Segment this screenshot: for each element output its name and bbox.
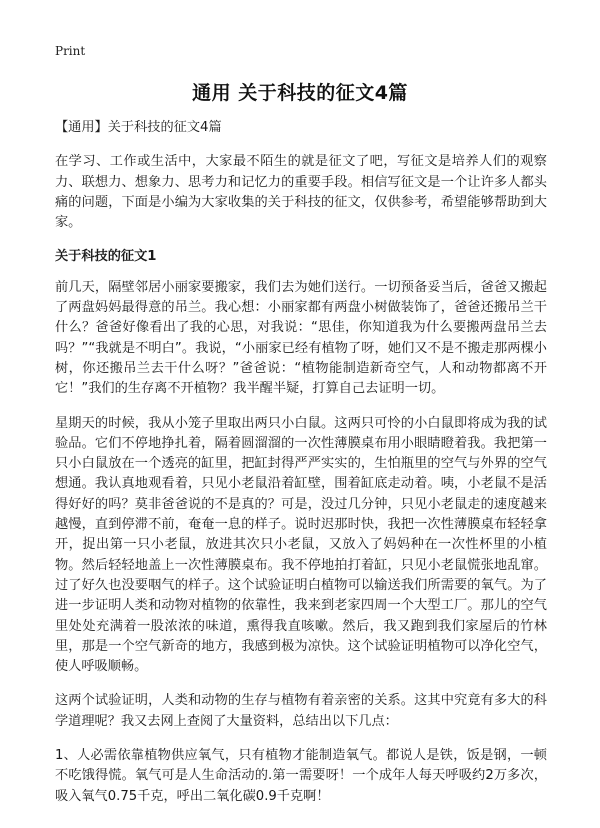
document-subtitle: 【通用】关于科技的征文4篇 [55, 120, 222, 135]
intro-paragraph: 在学习、工作或生活中，大家最不陌生的就是征文了吧，写征文是培养人们的观察力、联想力、想象力、思考力和记忆力的重要手段。相信写征文是一个让许多人都头痛的问题，下面是小编为大家收集的关于科技的征文，仅供参考，希望能够帮助到大家。 [55, 154, 547, 231]
body-paragraph: 前几天，隔壁邻居小丽家要搬家，我们去为她们送行。一切预备妥当后，爸爸又搬起了两盘妈妈最得意的吊兰。我心想：小丽家都有两盘小树做装饰了，爸爸还搬吊兰干什么？爸爸好像看出了我的心思，对我说：“思佳，你知道我为什么要搬两盘吊兰去吗？”“我就是不明白”。我说，“小丽家已经有植物了呀，她们又不是不搬走那两棵小树，你还搬吊兰去干什么呀？”爸爸说：“植物能制造新奇空气，人和动物都离不开它！”我们的生存离不开植物？我半醒半疑，打算自己去证明一切。 [55, 279, 547, 397]
document-body [55, 118, 547, 821]
body-paragraph: 星期天的时候，我从小笼子里取出两只小白鼠。这两只可怜的小白鼠即将成为我的试验品。它们不停地挣扎着，隔着圆溜溜的一次性薄膜桌布用小眼睛瞪着我。我把第一只小白鼠放在一个透亮的缸里，把缸封得严严实实的，生怕瓶里的空气与外界的空气想通。我认真地观看着，只见小老鼠沿着缸壁，围着缸底走动着。咦，小老鼠不是活得好好的吗？莫非爸爸说的不是真的？可是，没过几分钟，只见小老鼠走的速度越来越慢，直到停滞不前，奄奄一息的样子。说时迟那时快，我把一次性薄膜桌布轻轻拿开，捉出第一只小老鼠，放进其次只小老鼠，又放入了妈妈种在一次性杯里的小植物。然后轻轻地盖上一次性薄膜桌布。我不停地拍打着缸，只见小老鼠慌张地乱窜。过了好久也没要咽气的样子。这个试验证明白植物可以输送我们所需要的氧气。为了进一步证明人类和动物对植物的依靠性，我来到老家四周一个大型工厂。那儿的空气里处处充满着一股浓浓的味道，熏得我直咳嗽。然后，我又跑到我们家屋后的竹林里，那是一个空气新奇的地方，我感到极为凉快。这个试验证明植物可以净化空气，使人呼吸顺畅。 [55, 415, 547, 675]
section-heading: 关于科技的征文1 [55, 249, 157, 265]
body-paragraph: 这两个试验证明，人类和动物的生存与植物有着亲密的关系。这其中究竟有多大的科学道理呢？我又去网上查阅了大量资料，总结出以下几点： [55, 693, 547, 729]
body-paragraph: 1、人必需依靠植物供应氧气，只有植物才能制造氧气。都说人是铁，饭是钢，一顿不吃饿得慌。氧气可是人生命活动的.第一需要呀！一个成年人每天呼吸约2万多次，吸入氧气0.75千克，呼出二氧化碳0.9千克啊！ [55, 748, 547, 804]
print-label: Print [55, 44, 86, 58]
document-title: 通用 关于科技的征文4篇 [192, 82, 408, 104]
